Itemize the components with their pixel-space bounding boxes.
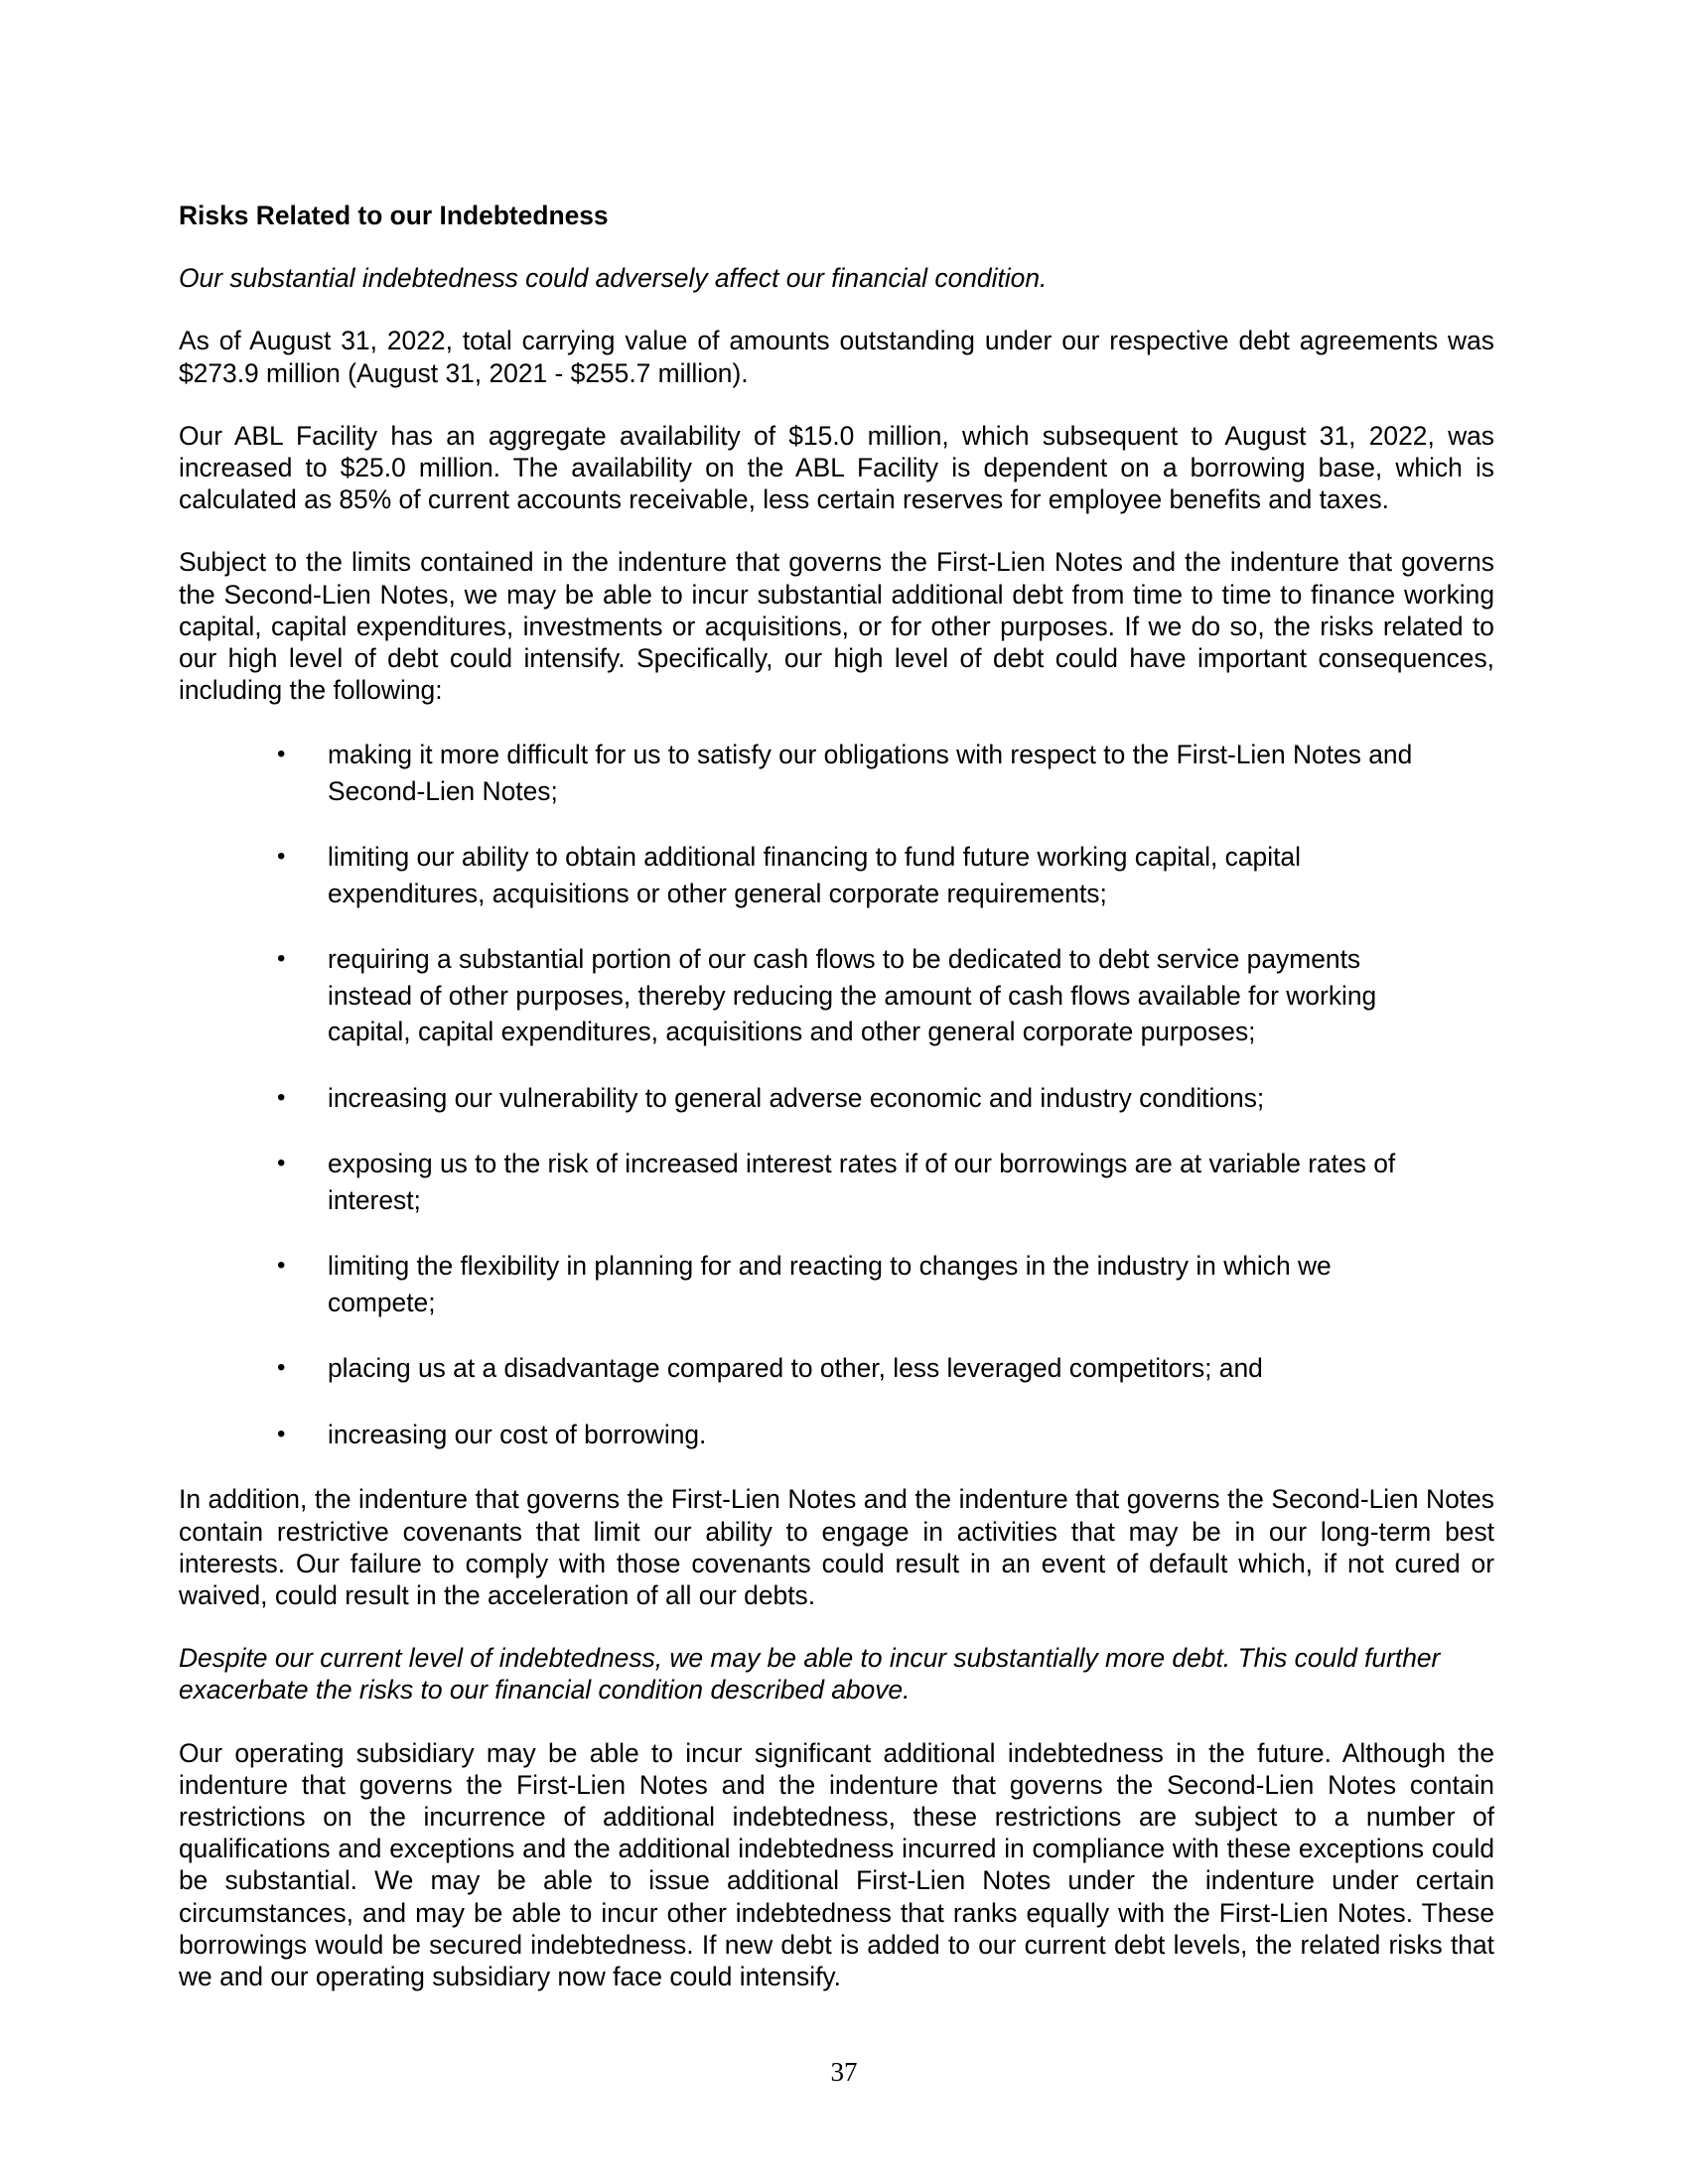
bullet-icon: •	[277, 1150, 286, 1177]
paragraph-debt-outstanding: As of August 31, 2022, total carrying value of amounts outstanding under our respective debt agreements was $273.9 million (August 31, 2021 - $255.7 million).	[179, 326, 1494, 388]
list-item	[179, 737, 1494, 809]
list-item	[179, 1350, 1494, 1387]
paragraph-abl-facility: Our ABL Facility has an aggregate availability of $15.0 million, which subsequent to August 31, 2022, was increased to $25.0 million. The availability on the ABL Facility is dependent on a borrowing base, which is calculated as 85% of current accounts receivable, less certain reserves for employee benefits and taxes.	[179, 420, 1494, 515]
list-item-text: placing us at a disadvantage compared to other, less leveraged competitors; and	[328, 1353, 1263, 1384]
consequences-list	[179, 737, 1494, 1452]
bullet-icon: •	[277, 843, 286, 871]
paragraph-additional-indebtedness: Our operating subsidiary may be able to incur significant additional indebtedness in the future. Although the indenture that governs the First-Lien Notes and the indenture that governs the Second-Lien Notes contain restrictions on the incurrence of additional indebtedness, these restrictions are subject to a number of qualifications and exceptions and the additional indebtedness incurred in compliance with these exceptions could be substantial. We may be able to issue additional First-Lien Notes under the indenture under certain circumstances, and may be able to incur other indebtedness that ranks equally with the First-Lien Notes. These borrowings would be secured indebtedness. If new debt is added to our current debt levels, the related risks that we and our operating subsidiary now face could intensify.	[179, 1737, 1494, 1992]
risk-factor-title: Despite our current level of indebtedness, we may be able to incur substantially more debt. This could further exacerbate the risks to our financial condition described above.	[179, 1643, 1441, 1706]
list-item-text: increasing our cost of borrowing.	[328, 1419, 707, 1449]
list-item	[179, 1080, 1494, 1117]
paragraph-consequences-intro: Subject to the limits contained in the indenture that governs the First-Lien Notes and the indenture that governs the Second-Lien Notes, we may be able to incur substantial additional debt from time to time to finance working capital, capital expenditures, investments or acquisitions, or for other purposes. If we do so, the risks related to our high level of debt could intensify. Specifically, our high level of debt could have important consequences, including the following:	[179, 547, 1494, 706]
list-item	[179, 1417, 1494, 1453]
list-item-text: making it more difficult for us to satisfy our obligations with respect to the First-Lien Notes and Second-Lien Notes;	[328, 740, 1413, 806]
list-item-text: limiting our ability to obtain additional financing to fund future working capital, capital expenditures, acquisitions or other general corporate requirements;	[328, 842, 1301, 908]
page-content	[179, 200, 1494, 2023]
bullet-icon: •	[277, 741, 286, 768]
page-number: 37	[830, 2057, 858, 2087]
list-item-text: requiring a substantial portion of our cash flows to be dedicated to debt service payments instead of other purposes, thereby reducing the amount of cash flows available for working capital, capital expenditures, acquisitions and other general corporate purposes;	[328, 944, 1377, 1047]
bullet-icon: •	[277, 1420, 286, 1447]
risk-factor-title: Our substantial indebtedness could adversely affect our financial condition.	[179, 263, 1048, 294]
list-item	[179, 1146, 1494, 1218]
list-item	[179, 941, 1494, 1050]
bullet-icon: •	[277, 1252, 286, 1280]
list-item-text: limiting the flexibility in planning for and reacting to changes in the industry in which we compete;	[328, 1251, 1332, 1317]
list-item-text: increasing our vulnerability to general adverse economic and industry conditions;	[328, 1082, 1265, 1113]
list-item-text: exposing us to the risk of increased interest rates if of our borrowings are at variable rates of interest;	[328, 1149, 1396, 1215]
list-item	[179, 1248, 1494, 1320]
bullet-icon: •	[277, 1354, 286, 1382]
bullet-icon: •	[277, 945, 286, 973]
bullet-icon: •	[277, 1083, 286, 1111]
section-heading: Risks Related to our Indebtedness	[179, 201, 609, 230]
list-item	[179, 839, 1494, 911]
paragraph-restrictive-covenants: In addition, the indenture that governs the First-Lien Notes and the indenture that governs the Second-Lien Notes contain restrictive covenants that limit our ability to engage in activities that may be in our long-term best interests. Our failure to comply with those covenants could result in an event of default which, if not cured or waived, could result in the acceleration of all our debts.	[179, 1484, 1494, 1611]
